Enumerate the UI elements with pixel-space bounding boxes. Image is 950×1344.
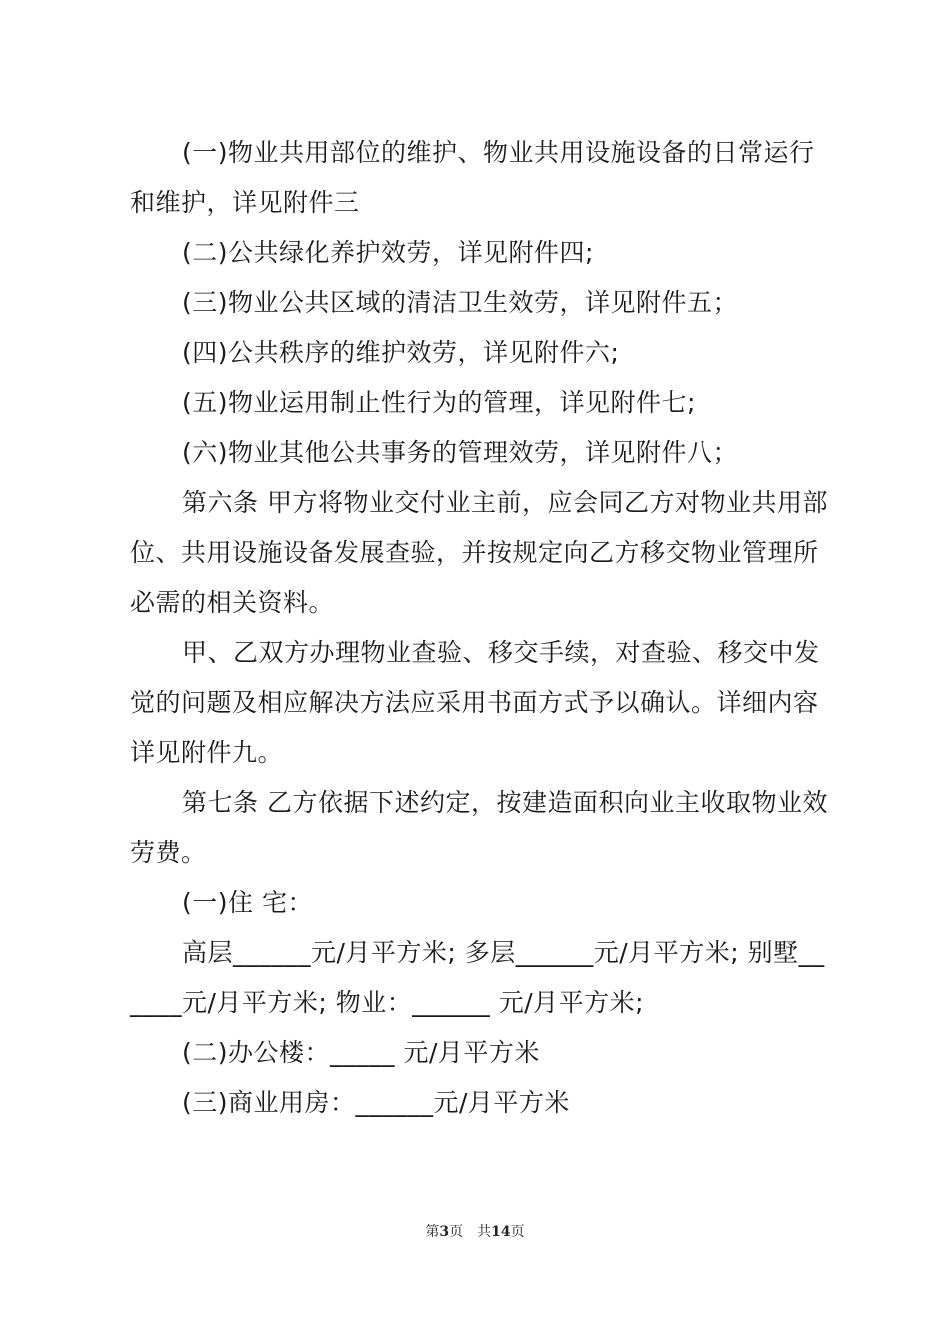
document-body [130,128,830,1128]
paragraph-1: (一)物业共用部位的维护、物业共用设施设备的日常运行和维护，详见附件三 [130,138,815,217]
paragraph-residential: (一)住 宅： [182,888,313,917]
page-total: 14 [491,1224,511,1240]
paragraph-office: (二)办公楼：_____ 元/月平方米 [182,1038,540,1067]
paragraph-2: (二)公共绿化养护效劳，详见附件四; [182,238,594,267]
paragraph-4: (四)公共秩序的维护效劳，详见附件六; [182,338,620,367]
total-prefix: 共 [477,1224,492,1240]
paragraph-handover: 甲、乙双方办理物业查验、移交手续，对查验、移交中发觉的问题及相应解决方法应采用书面方式予以确认。详细内容详见附件九。 [130,638,820,767]
paragraph-commercial: (三)商业用房：______元/月平方米 [182,1088,570,1117]
paragraph-residential-fees: 高层______元/月平方米; 多层______元/月平方米; 别墅______元/月平方米; 物业：______ 元/月平方米; [130,938,825,1017]
page-prefix: 第 [425,1224,440,1240]
paragraph-5: (五)物业运用制止性行为的管理，详见附件七; [182,388,696,417]
page-footer [0,1222,950,1242]
paragraph-6: (六)物业其他公共事务的管理效劳，详见附件八； [182,438,739,467]
paragraph-article-6: 第六条 甲方将物业交付业主前，应会同乙方对物业共用部位、共用设施设备发展查验，并按规定向乙方移交物业管理所必需的相关资料。 [130,488,828,617]
page-current: 3 [439,1224,450,1240]
paragraph-3: (三)物业公共区域的清洁卫生效劳，详见附件五； [182,288,739,317]
total-suffix: 页 [510,1224,525,1240]
page-suffix: 页 [449,1224,464,1240]
paragraph-article-7: 第七条 乙方依据下述约定，按建造面积向业主收取物业效劳费。 [130,788,828,867]
